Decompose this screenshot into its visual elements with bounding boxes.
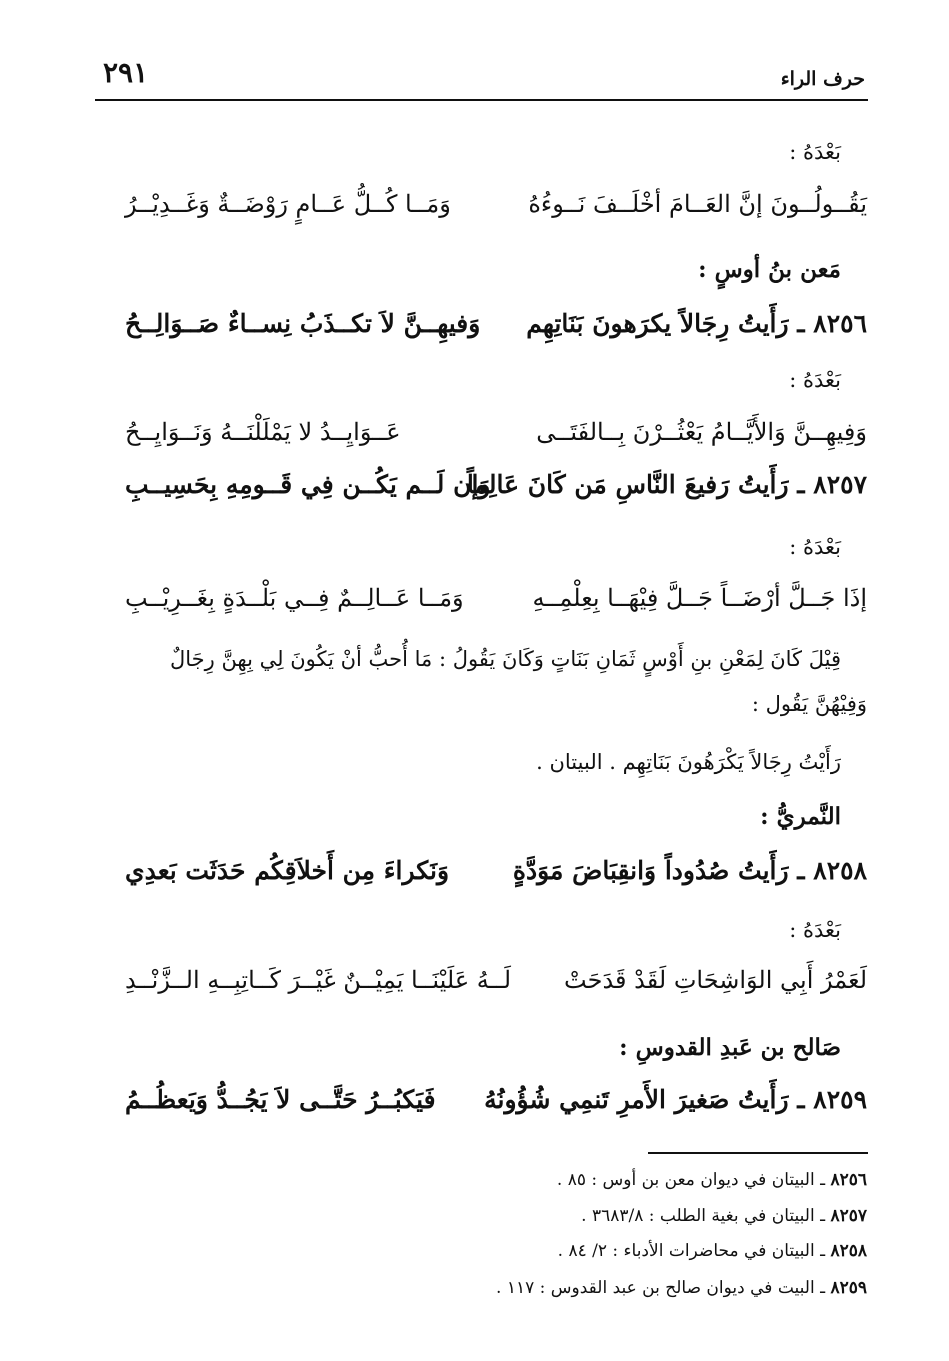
footnote	[558, 1241, 867, 1261]
label-after: بَعْدَهُ :	[789, 918, 841, 942]
second-hemistich: وَنَكراءَ مِن أَخلاَقِكُم حَدَثَت بَعدِي	[125, 856, 450, 885]
first-hemistich: وَفِيهِــنَّ وَالأَيَّــامُ يَعْثُــرْنَ بِــالفَتَــى	[536, 418, 867, 446]
footnote-number: ٨٢٥٩	[830, 1278, 867, 1298]
prose-line: رَأَيْتُ رِجَالاً يَكْرَهُونَ بَنَاتِهِم . البيتان .	[536, 750, 841, 774]
verse-line	[125, 309, 867, 349]
second-hemistich: وَفيهِــنَّ لاَ تكــذَبُ نِســاءٌ صَــوَالِــحُ	[125, 309, 481, 338]
poet-heading: النَّمريُّ :	[760, 803, 841, 830]
second-hemistich: لَــهُ عَلَيْنَــا يَمِيْــنٌ غَيْــرَ كَــاتِبِــهِ الــزَّنْــدِ	[125, 966, 512, 994]
footnote	[496, 1278, 867, 1298]
verse-line	[125, 1085, 867, 1125]
label-after: بَعْدَهُ :	[789, 535, 841, 559]
second-hemistich: فَيَكبُــرُ حَتَّــى لاَ يَجُــدُّ وَيَعظُــمُ	[125, 1085, 436, 1114]
page-header	[95, 52, 865, 100]
first-hemistich: إذَا جَــلَّ أرْضَــاً جَــلَّ فِيْهَــا بِعِلْمِــهِ	[532, 584, 867, 612]
first-hemistich: ٨٢٥٧ ـ رَأَيتُ رَفيعَ النَّاسِ مَن كَانَ عَالِماً	[466, 470, 867, 499]
footnote	[557, 1170, 867, 1190]
verse-line	[125, 966, 867, 1006]
prose-line: وَفِيْهُنَّ يَقُول :	[751, 692, 867, 716]
first-hemistich: لَعَمْرُ أَبِي الوَاشِحَاتِ لَقَدْ قَدَحَتْ	[564, 966, 867, 994]
verse-line	[125, 584, 867, 624]
first-hemistich: ٨٢٥٦ ـ رَأَيتُ رِجَالاً يكرَهونَ بَنَاتِهِم	[526, 309, 867, 338]
first-hemistich: ٨٢٥٨ ـ رَأَيتُ صُدُوداً وَانقِبَاضَ مَوَدَّةٍ	[512, 856, 867, 885]
verse-line	[125, 470, 867, 510]
second-hemistich: عَــوَايِــدُ لا يَمْلَلْنَــهُ وَنَــوَايِــحُ	[125, 418, 401, 446]
chapter-title: حرف الراء	[780, 68, 865, 90]
footnote-number: ٨٢٥٦	[830, 1170, 867, 1190]
verse-line	[125, 418, 867, 458]
second-hemistich: وَمَــا عَــالِــمٌ فِــي بَلْــدَةٍ بِغَــرِيْــبِ	[125, 584, 464, 612]
second-hemistich: وَمَــا كُــلُّ عَــامٍ رَوْضَــةٌ وَغَــدِيْــرُ	[125, 190, 451, 218]
label-after: بَعْدَهُ :	[789, 140, 841, 164]
footnote-text: ـ البيتان في محاضرات الأدباء : ٢/ ٨٤ .	[557, 1241, 831, 1261]
header-rule	[95, 99, 868, 101]
footnote-text: ـ البيتان في بغية الطلب : ٣٦٨٣/٨ .	[581, 1206, 831, 1226]
poet-heading: صَالح بن عَبدِ القدوسِ :	[619, 1034, 841, 1061]
second-hemistich: وَإن لَــم يَكُــن فِي قَــومِهِ بِحَسِيــبِ	[125, 470, 491, 499]
label-after: بَعْدَهُ :	[789, 368, 841, 392]
prose-line: قِيْلَ كَانَ لِمَعْنِ بنِ أَوْسٍ ثَمَانِ بَنَاتٍ وَكَانَ يَقُولُ : مَا أُحبُّ أنْ يَكُونَ لِي بِهِنَّ رِجَالٌ	[169, 647, 841, 671]
poet-heading: مَعن بنُ أوسٍ :	[698, 256, 841, 283]
footnote-text: ـ البيت في ديوان صالح بن عبد القدوس : ١١٧ .	[496, 1278, 831, 1298]
footnote-text: ـ البيتان في ديوان معن بن أوس : ٨٥ .	[556, 1170, 831, 1190]
footnote-number: ٨٢٥٨	[830, 1241, 867, 1261]
footnote-rule	[648, 1152, 868, 1154]
first-hemistich: ٨٢٥٩ ـ رَأَيتُ صَغيرَ الأَمرِ تَنمِي شُؤُونُهُ	[484, 1085, 867, 1114]
footnote	[581, 1206, 867, 1226]
verse-line	[125, 856, 867, 896]
page-number: ٢٩١	[103, 56, 149, 89]
footnote-number: ٨٢٥٧	[830, 1206, 867, 1226]
verse-line	[125, 190, 867, 230]
first-hemistich: يَقُــولُــونَ إنَّ العَــامَ أخْلَــفَ نَــوءُهُ	[528, 190, 867, 218]
